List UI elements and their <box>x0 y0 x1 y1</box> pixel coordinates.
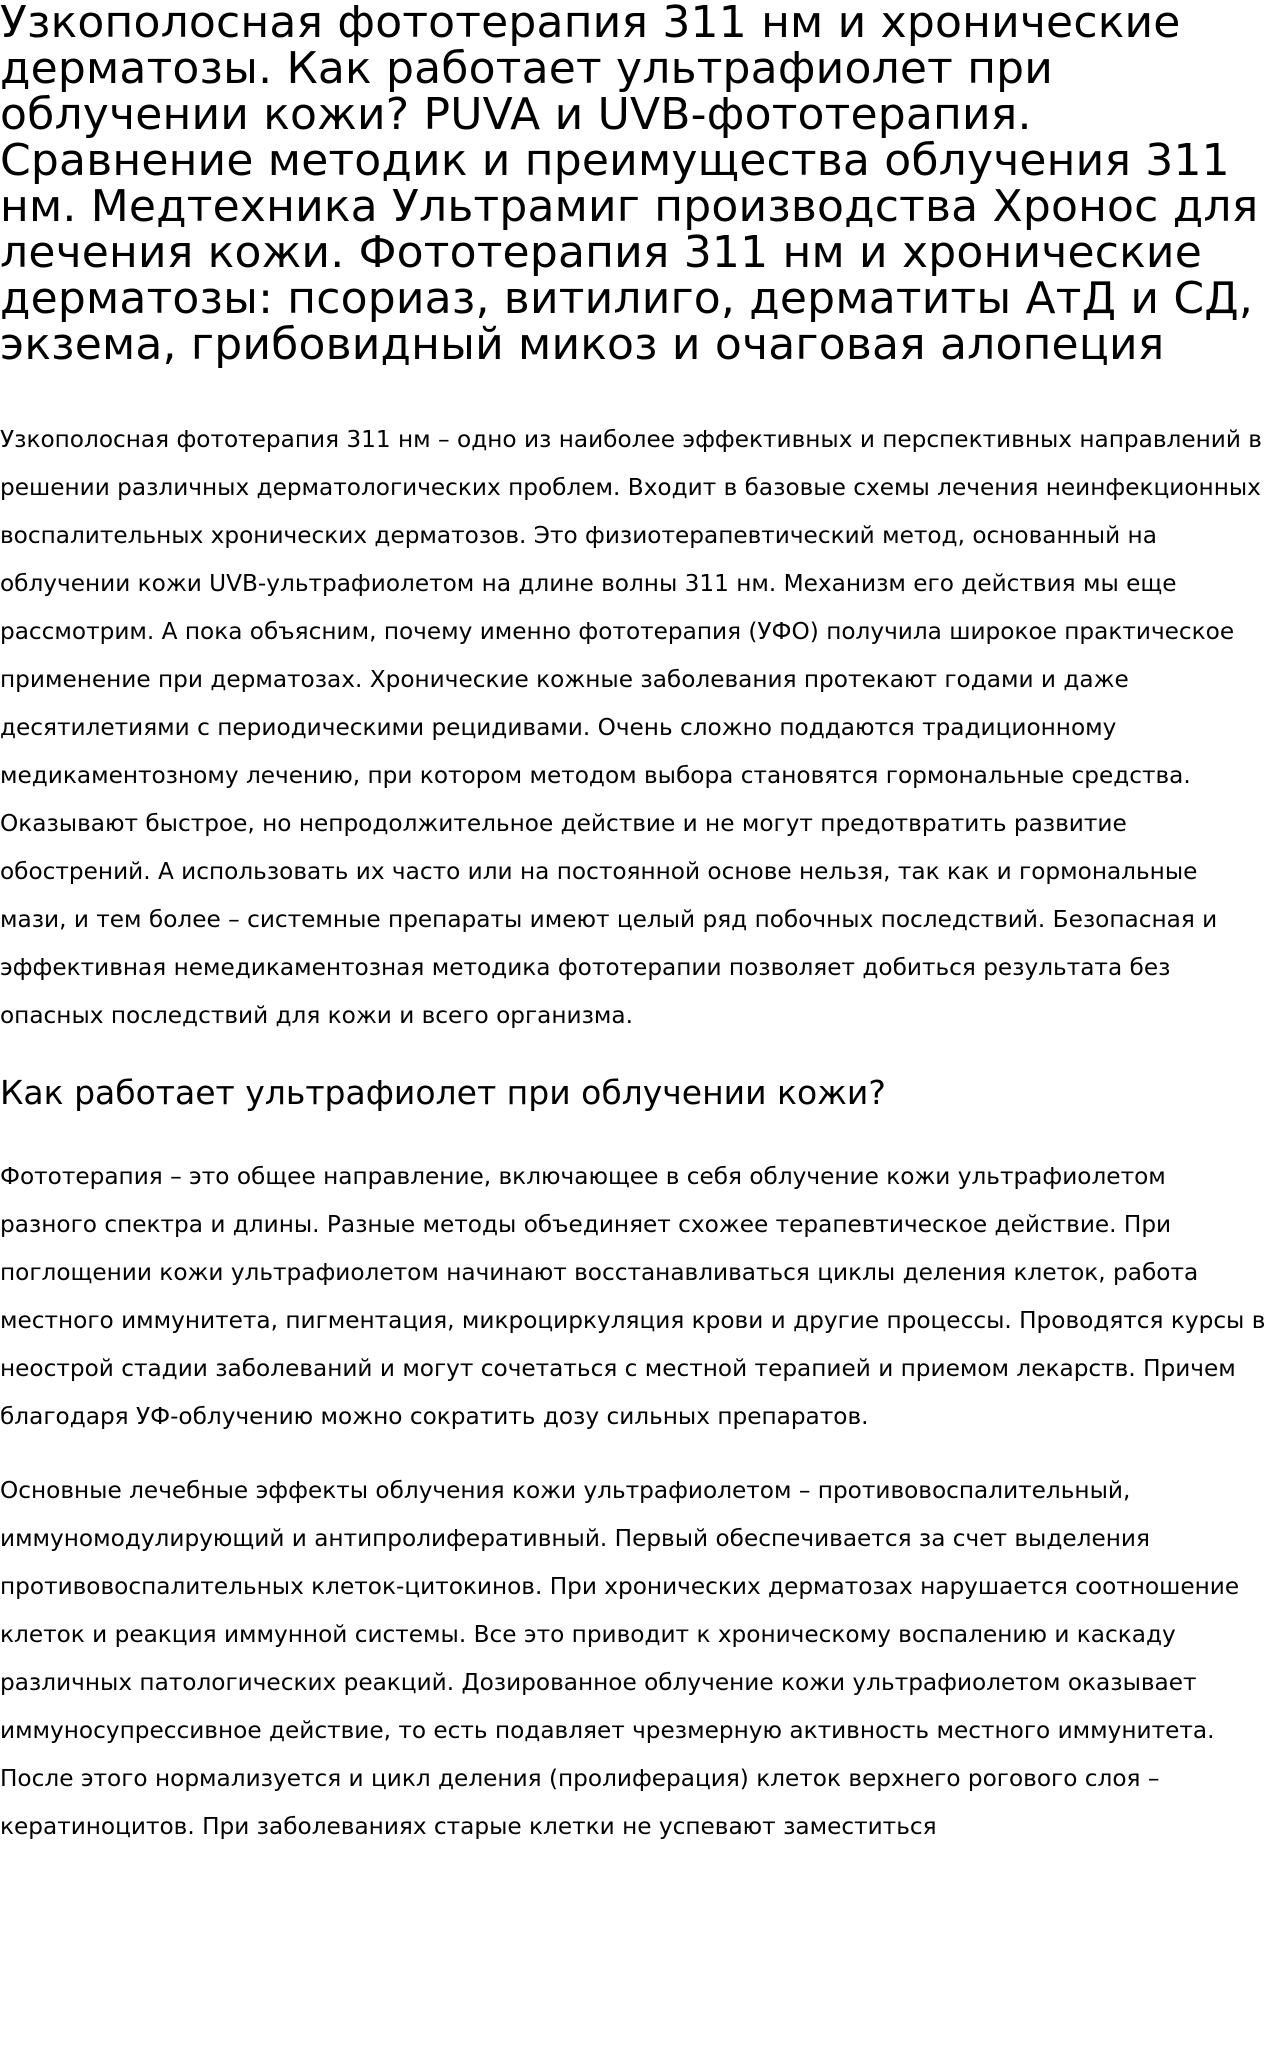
intro-paragraph: Узкополосная фототерапия 311 нм – одно из наиболее эффективных и перспективных направлений в решении различных дерматологических проблем. Входит в базовые схемы лечения неинфекционных воспалительных хронических дерматозов. Это физиотерапевтический метод, основанный на облучении кожи UVB-ультрафиолетом на длине волны 311 нм. Механизм его действия мы еще рассмотрим. А пока объясним, почему именно фототерапия (УФО) получила широкое практическое применение при дерматозах. Хронические кожные заболевания протекают годами и даже десятилетиями с периодическими рецидивами. Очень сложно поддаются традиционному медикаментозному лечению, при котором методом выбора становятся гормональные средства. Оказывают быстрое, но непродолжительное действие и не могут предотвратить развитие обострений. А использовать их часто или на постоянной основе нельзя, так как и гормональные мази, и тем более – системные препараты имеют целый ряд побочных последствий. Безопасная и эффективная немедикаментозная методика фототерапии позволяет добиться результата без опасных последствий для кожи и всего организма. <box>0 426 1262 1029</box>
article-title: Узкополосная фототерапия 311 нм и хронические дерматозы. Как работает ультрафиолет при облучении кожи? PUVA и UVB-фототерапия. Сравнение методик и преимущества облучения 311 нм. Медтехника Ультрамиг производства Хронос для лечения кожи. Фототерапия 311 нм и хронические дерматозы: псориаз, витилиго, дерматиты АтД и СД, экзема, грибовидный микоз и очаговая алопеция <box>0 0 1259 370</box>
section-paragraph-2: Основные лечебные эффекты облучения кожи ультрафиолетом – противовоспалительный, иммуномодулирующий и антипролиферативный. Первый обеспечивается за счет выделения противовоспалительных клеток-цитокинов. При хронических дерматозах нарушается соотношение клеток и реакция иммунной системы. Все это приводит к хроническому воспалению и каскаду различных патологических реакций. Дозированное облучение кожи ультрафиолетом оказывает иммуносупрессивное действие, то есть подавляет чрезмерную активность местного иммунитета. После этого нормализуется и цикл деления (пролиферация) клеток верхнего рогового слоя – кератиноцитов. При заболеваниях старые клетки не успевают заместиться <box>0 1477 1240 1840</box>
section-heading: Как работает ультрафиолет при облучении кожи? <box>0 1073 886 1112</box>
section-paragraph-1: Фототерапия – это общее направление, включающее в себя облучение кожи ультрафиолетом разного спектра и длины. Разные методы объединяет схожее терапевтическое действие. При поглощении кожи ультрафиолетом начинают восстанавливаться циклы деления клеток, работа местного иммунитета, пигментация, микроциркуляция крови и другие процессы. Проводятся курсы в неострой стадии заболеваний и могут сочетаться с местной терапией и приемом лекарств. Причем благодаря УФ-облучению можно сократить дозу сильных препаратов. <box>0 1163 1266 1430</box>
